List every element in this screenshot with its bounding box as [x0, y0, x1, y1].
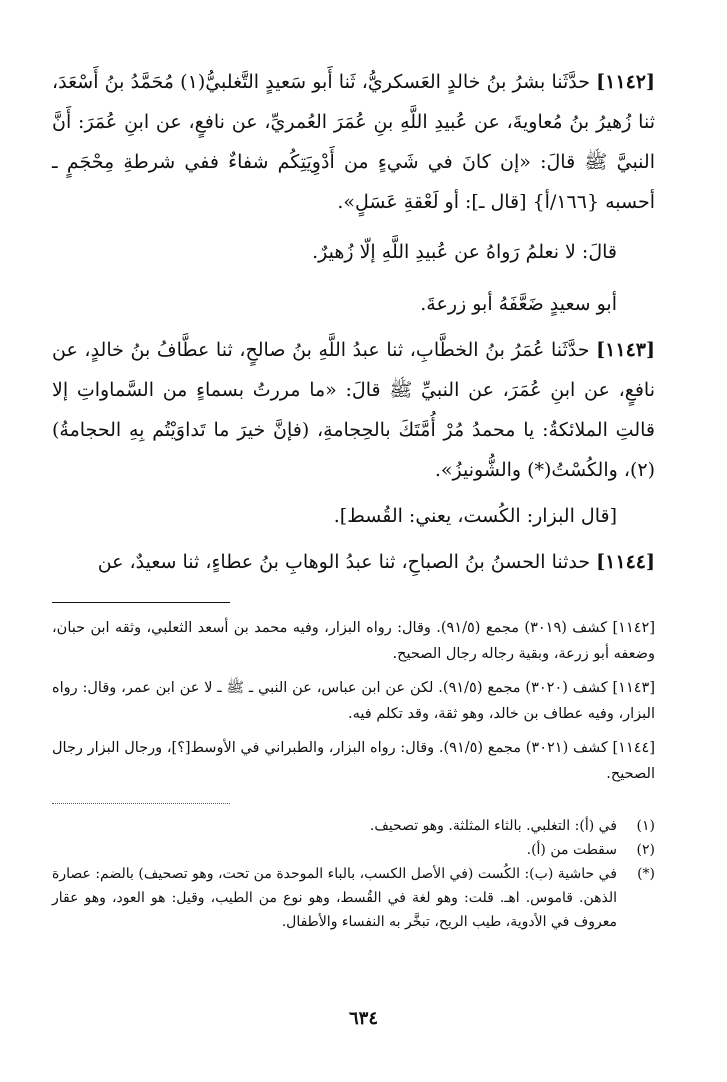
narrator-comment: قالَ: لا نعلمُ رَواهُ عن عُبيدِ اللَّهِ إلّا زُهيرٌ. [312, 241, 617, 263]
hadith-1143 [52, 330, 655, 490]
footnote-mark: (٢) [636, 842, 655, 858]
footnote [52, 862, 655, 934]
takhrij-entry: [١١٤٤] كشف (٣٠٢١) مجمع (٩١/٥). وقال: رواه البزار، والطبراني في الأوسط[؟]، ورجال البزار رجال الصحيح. [52, 740, 655, 782]
hadith-text: حدَّثَنا عُمَرُ بنُ الخطَّابِ، ثنا عبدُ اللَّهِ بنُ صالحٍ، ثنا عطَّافُ بنُ خالدٍ، عن نافعٍ، عن ابنِ عُمَرَ، عن النبيِّ ﷺ قالَ: «ما مررتُ بسماءٍ من السَّماواتِ إلا قالتِ الملائكةُ: يا محمدُ مُرْ أُمَّتَكَ بالحِجامةِ، (فإنَّ خيرَ ما تَداوَيْتُم بِهِ الحجامةُ)(٢)، والكُسْتُ(*) والشُّونيزُ». [52, 339, 655, 481]
footnote [52, 814, 655, 838]
footnote [52, 838, 655, 862]
footnote-divider [52, 602, 230, 603]
footnote-text: في (أ): التغلبي. بالثاء المثلثة. وهو تصحيف. [369, 818, 617, 834]
bazzar-comment: [قال البزار: الكُست، يعني: القُسط]. [333, 505, 617, 527]
footnote-text: في حاشية (ب): الكُست (في الأصل الكسب، بالباء الموحدة من تحت، وهو تصحيف) بالضم: عصارة الذهن. قاموس. اهـ. قلت: وهو لغة في القُسط، وهو نوع من الطيب، وقيل: هو العود، وهو عقار معروف في الأدوية، طيب الريح، تبخَّر به النفساء والأطفال. [52, 866, 617, 930]
hadith-text: حدَّثَنا بشرُ بنُ خالدٍ العَسكريُّ، ثَنا أَبو سَعيدٍ التَّغلبيُّ(١) مُحَمَّدُ بنُ أَسْعَدَ، ثنا زُهيرُ بنُ مُعاويةَ، عن عُبيدِ اللَّهِ بنِ عُمَرَ العُمريِّ، عن نافعٍ، عن ابنِ عُمَرَ: أَنَّ النبيَّ ﷺ قالَ: «إن كانَ في شَيءٍ من أَدْوِيَتِكُم شفاءٌ ففي شرطةِ مِحْجَمٍ ـ أحسبه {١٦٦/أ} [قال ـ]: أو لَعْقةِ عَسَلٍ». [52, 71, 655, 213]
footnote-text: سقطت من (أ). [526, 842, 617, 858]
footnote-mark: (١) [636, 818, 655, 834]
takhrij-section [52, 615, 655, 787]
hadith-1142 [52, 62, 655, 222]
page-number: ٦٣٤ [348, 1008, 378, 1029]
notes-divider [52, 803, 230, 804]
narrator-grading: أبو سعيدٍ ضَعَّفَهُ أبو زرعةَ. [420, 293, 617, 315]
hadith-text: حدثنا الحسنُ بنُ الصباحِ، ثنا عبدُ الوهابِ بنُ عطاءٍ، ثنا سعيدٌ، عن [97, 551, 591, 573]
main-text [52, 62, 655, 582]
hadith-number: [١١٤٢] [596, 71, 655, 93]
footnotes [52, 814, 655, 934]
hadith-1144 [52, 542, 655, 582]
takhrij-entry: [١١٤٣] كشف (٣٠٢٠) مجمع (٩١/٥). لكن عن ابن عباس، عن النبي ـ ﷺ ـ لا عن ابن عمر، وقال: رواه البزار، وفيه عطاف بن خالد، وهو ثقة، وقد تكلم فيه. [52, 680, 655, 722]
hadith-number: [١١٤٣] [596, 339, 655, 361]
takhrij-entry: [١١٤٢] كشف (٣٠١٩) مجمع (٩١/٥). وقال: رواه البزار، وفيه محمد بن أسعد الثعلبي، وثقه ابن حبان، وضعفه أبو زرعة، وبقية رجاله رجال الصحيح. [52, 620, 655, 662]
hadith-number: [١١٤٤] [596, 551, 655, 573]
footnote-mark: (*) [637, 866, 655, 882]
